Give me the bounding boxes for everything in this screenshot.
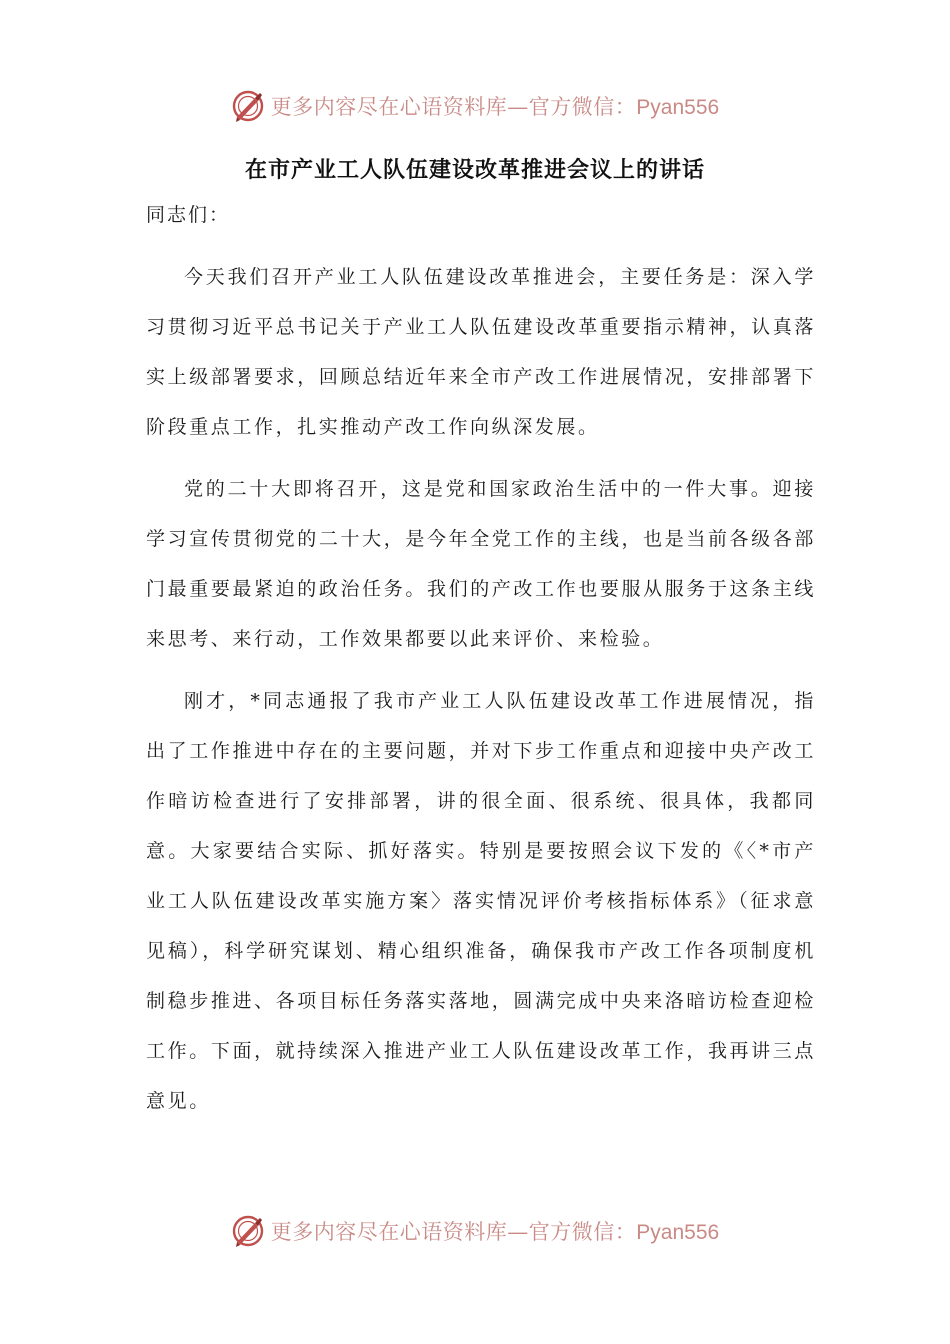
watermark-text: 更多内容尽在心语资料库—官方微信：Pyan556 <box>270 1220 720 1244</box>
paragraph-1: 今天我们召开产业工人队伍建设改革推进会，主要任务是：深入学习贯彻习近平总书记关于产业工人队伍建设改革重要指示精神，认真落实上级部署要求，回顾总结近年来全市产改工作进展情况，安排部署下阶段重点工作，扎实推动产改工作向纵深发展。 <box>146 266 816 438</box>
document-title: 在市产业工人队伍建设改革推进会议上的讲话 <box>244 157 705 183</box>
pen-logo-icon <box>231 1214 265 1248</box>
watermark-handle: Pyan556 <box>636 1221 720 1244</box>
watermark-handle: Pyan556 <box>636 96 720 119</box>
salutation: 同志们： <box>146 204 231 226</box>
document-body <box>146 190 816 1126</box>
watermark-text: 更多内容尽在心语资料库—官方微信：Pyan556 <box>270 95 720 119</box>
watermark-header <box>0 84 950 128</box>
pen-logo-icon <box>231 89 265 123</box>
watermark-footer <box>0 1209 950 1253</box>
paragraph-2: 党的二十大即将召开，这是党和国家政治生活中的一件大事。迎接学习宣传贯彻党的二十大，是今年全党工作的主线，也是当前各级各部门最重要最紧迫的政治任务。我们的产改工作也要服从服务于这条主线来思考、来行动，工作效果都要以此来评价、来检验。 <box>146 478 816 650</box>
paragraph-3: 刚才，*同志通报了我市产业工人队伍建设改革工作进展情况，指出了工作推进中存在的主要问题，并对下步工作重点和迎接中央产改工作暗访检查进行了安排部署，讲的很全面、很系统、很具体，我都同意。大家要结合实际、抓好落实。特别是要按照会议下发的《〈*市产业工人队伍建设改革实施方案〉落实情况评价考核指标体系》（征求意见稿），科学研究谋划、精心组织准备，确保我市产改工作各项制度机制稳步推进、各项目标任务落实落地，圆满完成中央来洛暗访检查迎检工作。下面，就持续深入推进产业工人队伍建设改革工作，我再讲三点意见。 <box>146 690 816 1112</box>
